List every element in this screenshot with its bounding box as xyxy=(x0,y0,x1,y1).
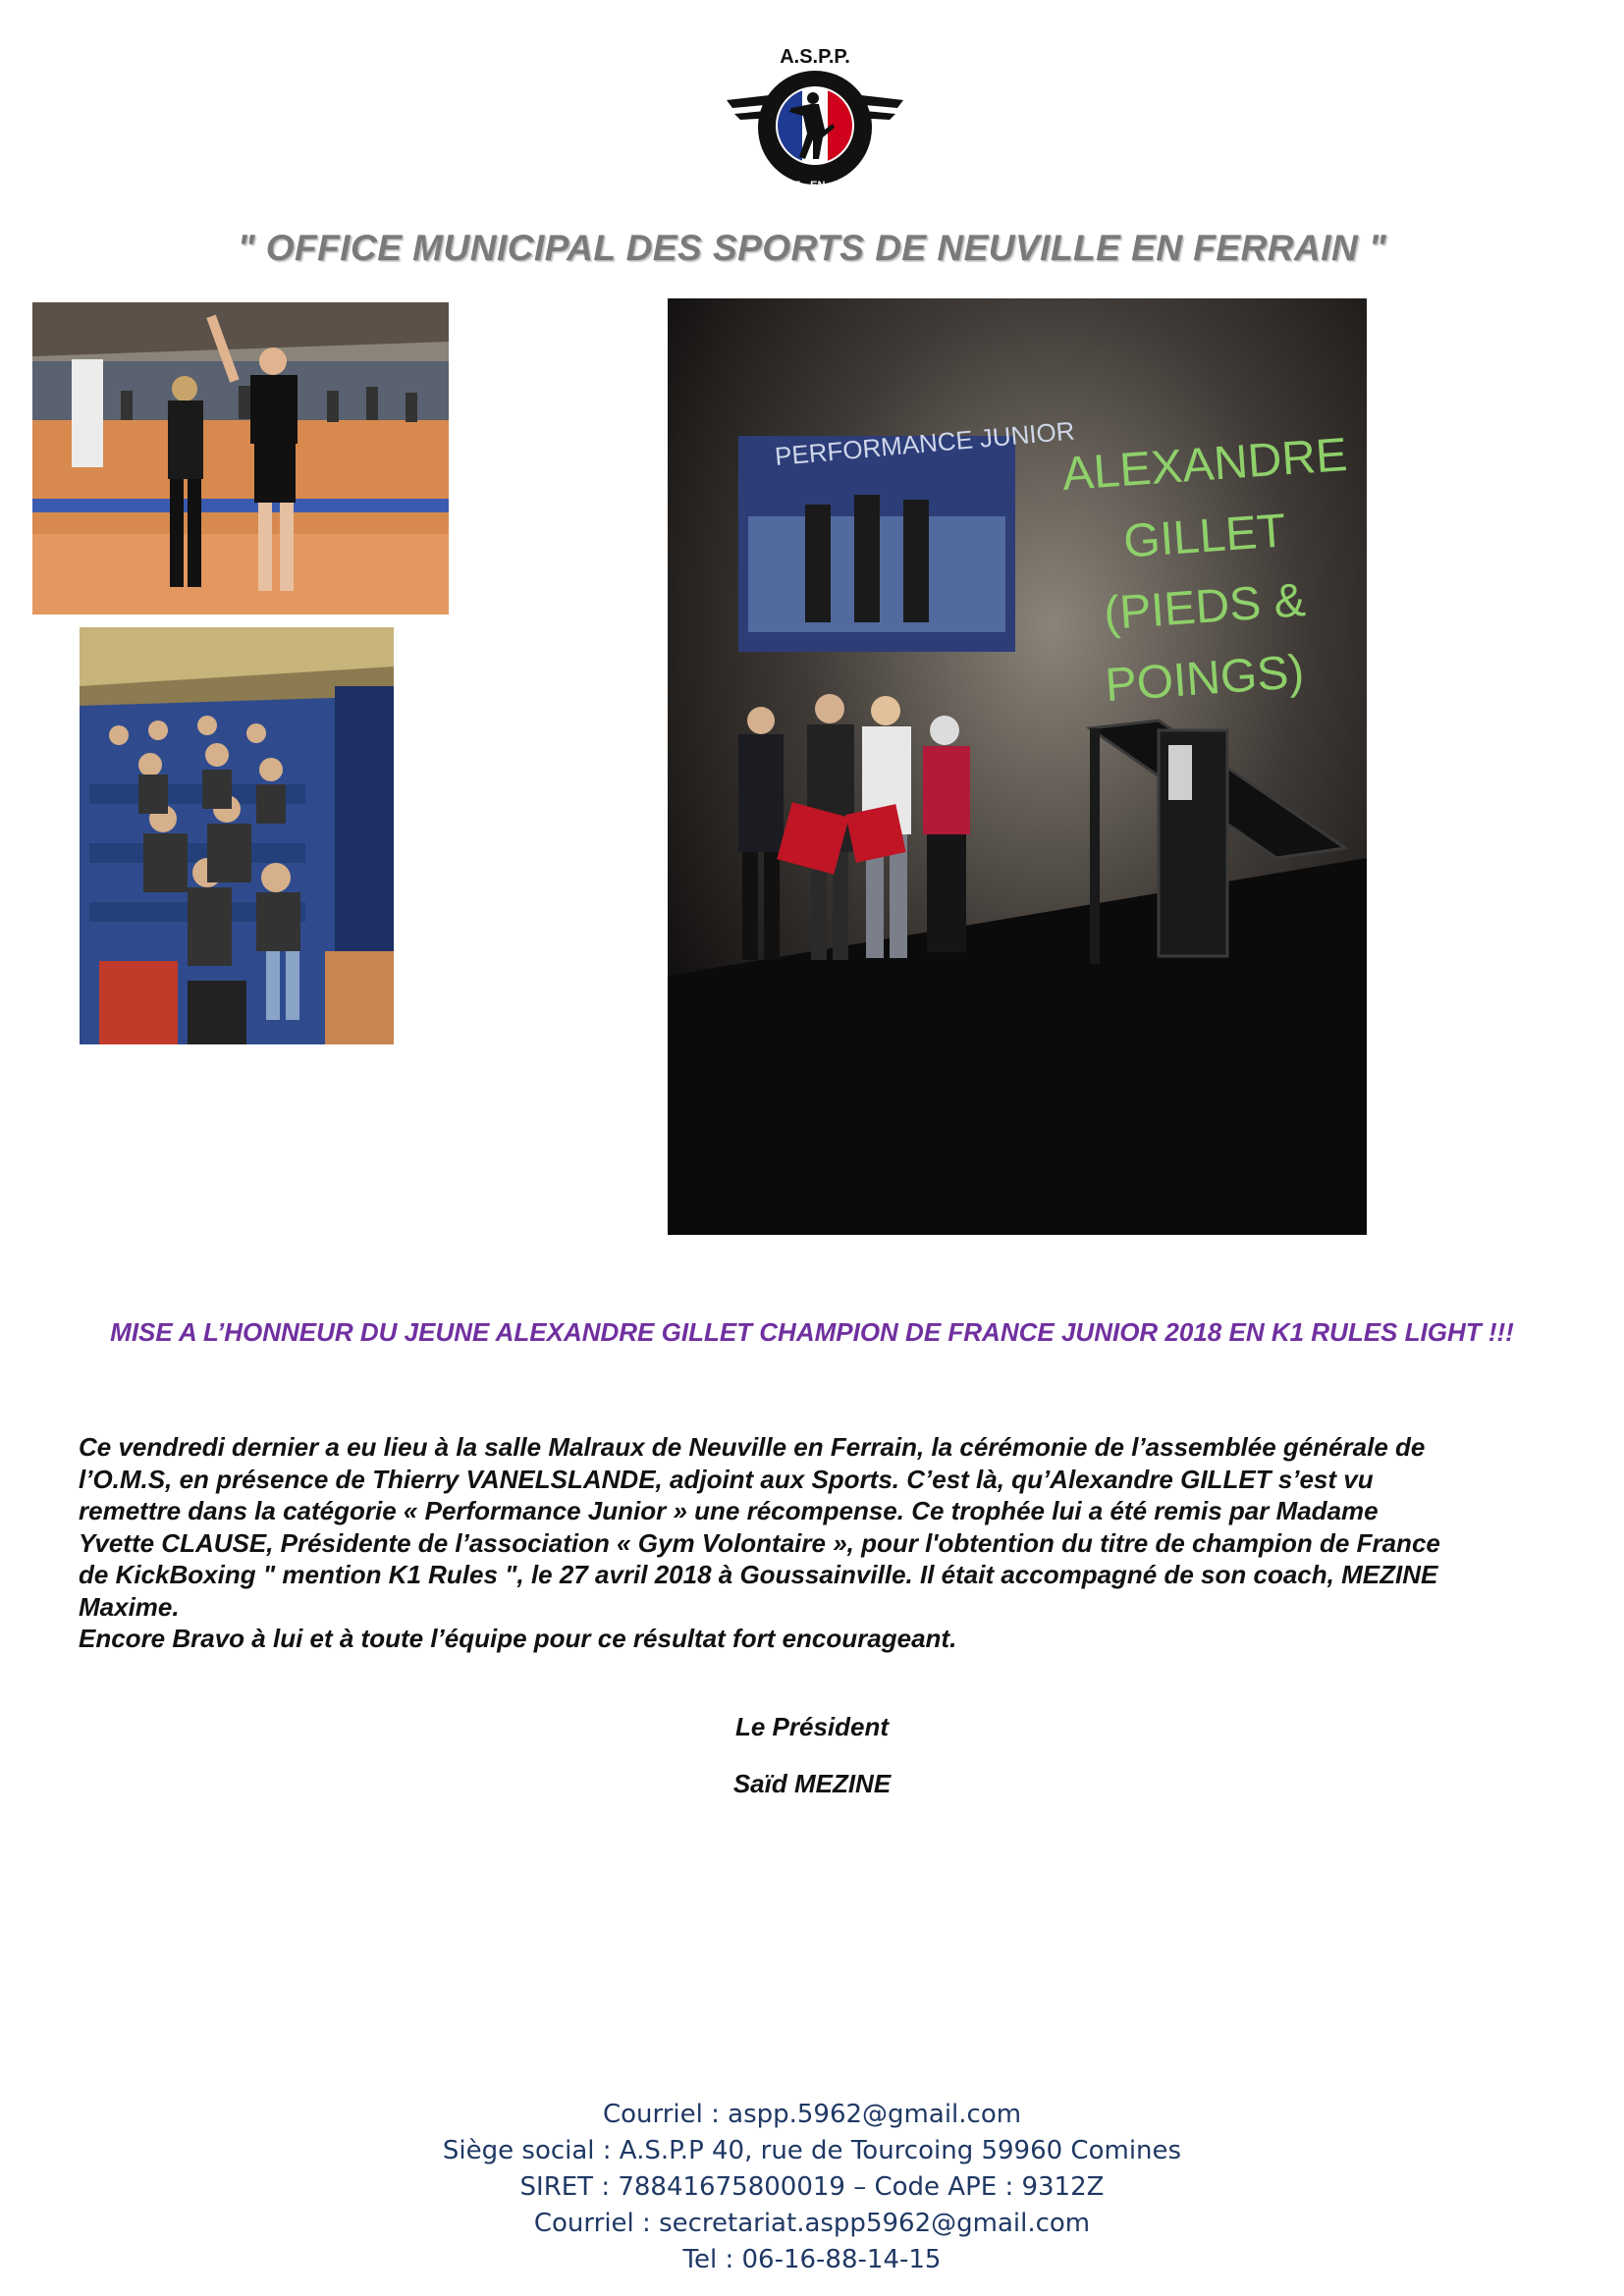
announcement-heading: MISE A L’HONNEUR DU JEUNE ALEXANDRE GILLET CHAMPION DE FRANCE JUNIOR 2018 EN K1 RULES LIGHT !!! xyxy=(110,1317,1514,1347)
footer-address: Siège social : A.S.P.P 40, rue de Tourcoing 59960 Comines xyxy=(442,2136,1182,2165)
body-line: Yvette CLAUSE, Présidente de l’association « Gym Volontaire », pour l'obtention du titre de champion de France xyxy=(79,1527,1440,1558)
footer-secretariat-email: Courriel : secretariat.aspp5962@gmail.com xyxy=(533,2209,1091,2238)
footer-email: Courriel : aspp.5962@gmail.com xyxy=(602,2100,1022,2129)
article-body xyxy=(79,1431,1551,1655)
body-line: de KickBoxing " mention K1 Rules ", le 27 avril 2018 à Goussainville. Il était accompagné de son coach, MEZINE xyxy=(79,1560,1438,1589)
photo-competition-winner xyxy=(32,302,449,614)
body-line: l’O.M.S, en présence de Thierry VANELSLANDE, adjoint aux Sports. C’est là, qu’Alexandre GILLET s’est vu xyxy=(79,1464,1374,1494)
signature-name: Saïd MEZINE xyxy=(732,1769,892,1798)
footer-siret: SIRET : 78841675800019 – Code APE : 9312Z xyxy=(519,2172,1105,2202)
page-headline: " OFFICE MUNICIPAL DES SPORTS DE NEUVILLE EN FERRAIN " xyxy=(237,228,1387,268)
photo-team-in-stands xyxy=(80,627,394,1044)
projection-line-4: POINGS) xyxy=(1103,646,1306,713)
footer-phone: Tel : 06-16-88-14-15 xyxy=(682,2245,942,2274)
body-line: Maxime. xyxy=(79,1591,180,1622)
footer-contact xyxy=(0,2097,1624,2278)
body-line: Encore Bravo à lui et à toute l’équipe pour ce résultat fort encourageant. xyxy=(79,1624,957,1653)
logo-ring-text: NEUVILLE - EN - FERRAIN xyxy=(746,180,884,191)
club-logo xyxy=(717,41,913,198)
projection-line-1: ALEXANDRE xyxy=(1060,428,1349,502)
stage-screen-caption: PERFORMANCE JUNIOR xyxy=(773,415,1076,471)
projection-line-3: (PIEDS & xyxy=(1102,573,1308,641)
body-line: Ce vendredi dernier a eu lieu à la salle Malraux de Neuville en Ferrain, la cérémonie de l’assemblée générale de xyxy=(79,1432,1426,1462)
signature-title: Le Président xyxy=(734,1712,890,1741)
projection-line-2: GILLET xyxy=(1121,505,1288,568)
body-line: remettre dans la catégorie « Performance Junior » une récompense. Ce trophée lui a été remis par Madame xyxy=(79,1496,1379,1525)
logo-top-text: A.S.P.P. xyxy=(780,46,850,68)
photo-award-ceremony xyxy=(668,298,1367,1235)
